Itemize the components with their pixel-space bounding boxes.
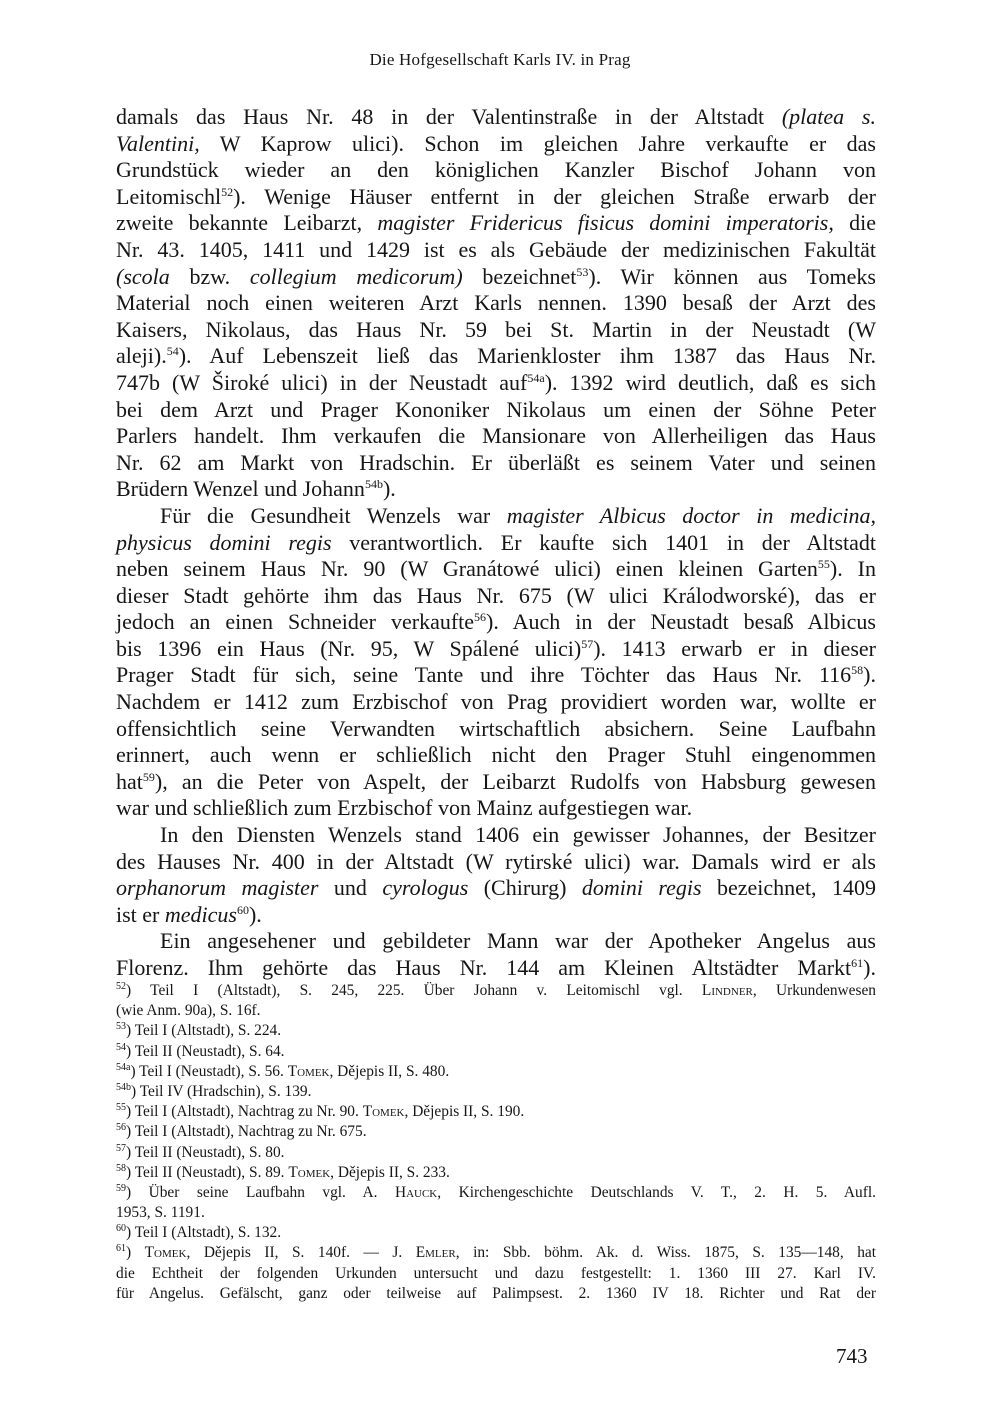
text-line: physicus domini regis verantwortlich. Er kaufte sich 1401 in der Altstadt <box>116 529 877 555</box>
text-line: (scola bzw. collegium medicorum) bezeichnet$^{53}$). Wir können aus Tomeks <box>116 263 876 289</box>
text-line: Nr. 43. 1405, 1411 und 1429 ist es als Gebäude der medizinischen Fakultät <box>116 236 876 262</box>
footnote-ref: 58 <box>851 663 864 678</box>
footnote-61-cont: die Echtheit der folgenden Urkunden untersucht und dazu festgestellt: 1. 1360 III 27. Karl IV. <box>116 1264 876 1282</box>
text-line: neben seinem Haus Nr. 90 (W Granátowé ulici) einen kleinen Garten$^{55}$). In <box>116 556 876 582</box>
footnotes <box>116 981 876 1304</box>
text-line: offensichtlich seine Verwandten wirtschaftlich absichern. Seine Laufbahn <box>116 715 876 741</box>
footnote-ref: 55 <box>817 557 830 572</box>
text-line: Ein angesehener und gebildeter Mann war der Apotheker Angelus aus <box>160 928 876 954</box>
footnote-61-cont2: für Angelus. Gefälscht, ganz oder teilweise auf Palimpsest. 2. 1360 IV 18. Richter und Rat der <box>116 1284 876 1302</box>
text-line: des Hauses Nr. 400 in der Altstadt (W rytirské ulici) war. Damals wird er als <box>116 848 876 874</box>
footnote-52: $^{52}$) Teil I (Altstadt), S. 245, 225. Über Johann v. Leitomischl vgl. Lindner, Urkundenwesen <box>116 981 876 999</box>
footnote-56: $^{56}$) Teil I (Altstadt), Nachtrag zu Nr. 675. <box>116 1122 367 1141</box>
text-line: bei dem Arzt und Prager Kononiker Nikolaus um einen der Söhne Peter <box>116 396 876 422</box>
text-line: Nachdem er 1412 zum Erzbischof von Prag providiert worden war, wollte er <box>116 689 876 715</box>
text-line: ist er medicus$^{60}$). <box>116 901 262 927</box>
footnote-52-cont: (wie Anm. 90a), S. 16f. <box>116 1002 261 1020</box>
footnote-ref: 60 <box>236 902 249 917</box>
page-number: 743 <box>836 1344 868 1368</box>
text-line: Kaisers, Nikolaus, das Haus Nr. 59 bei St. Martin in der Neustadt (W <box>116 316 876 342</box>
footnote-55: $^{55}$) Teil I (Altstadt), Nachtrag zu Nr. 90. Tomek, Dějepis II, S. 190. <box>116 1102 525 1121</box>
text-line: Nr. 62 am Markt von Hradschin. Er überläßt es seinem Vater und seinen <box>116 449 876 475</box>
footnote-ref: 57 <box>581 636 594 651</box>
text-line: Prager Stadt für sich, seine Tante und ihre Töchter das Haus Nr. $116^{58}$). <box>116 662 876 688</box>
text-line: bis 1396 ein Haus (Nr. 95, W Spálené ulici)$^{57}$). 1413 erwarb er in dieser <box>116 635 876 661</box>
footnote-59: $^{59}$) Über seine Laufbahn vgl. A. Hauck, Kirchengeschichte Deutschlands V. T., 2. H. 5. Aufl. <box>116 1182 876 1201</box>
footnote-ref: 52 <box>221 184 234 199</box>
footnote-ref: 56 <box>474 610 487 625</box>
main-text <box>116 104 876 982</box>
footnote-ref: 61 <box>851 956 864 970</box>
footnote-59-cont: 1953, S. 1191. <box>116 1204 205 1222</box>
footnote-53: $^{53}$) Teil I (Altstadt), S. 224. <box>116 1021 282 1040</box>
text-line: damals das Haus Nr. 48 in der Valentinstraße in der Altstadt (platea s. <box>116 104 876 129</box>
footnote-58: $^{58}$) Teil II (Neustadt), S. 89. Tomek, Dějepis II, S. 233. <box>116 1162 450 1181</box>
footnote-ref: 54b <box>364 477 383 492</box>
footnote-54b: $^{54b}$) Teil IV (Hradschin), S. 139. <box>116 1081 312 1100</box>
text-line: hat$^{59}$), an die Peter von Aspelt, der Leibarzt Rudolfs von Habsburg gewesen <box>116 768 876 794</box>
text-line: 747b (W Široké ulici) in der Neustadt auf$^{54a}$). 1392 wird deutlich, daß es sich <box>116 369 876 395</box>
text-line: Für die Gesundheit Wenzels war magister Albicus doctor in medicina, <box>160 502 876 528</box>
text-line: zweite bekannte Leibarzt, magister Fridericus fisicus domini imperatoris, die <box>116 210 876 236</box>
footnote-61: $^{61}$) Tomek, Dějepis II, S. 140f. — J. Emler, in: Sbb. böhm. Ak. d. Wiss. 1875, S. 135—148, hat <box>116 1243 877 1262</box>
footnote-ref: 54 <box>166 344 179 359</box>
footnote-54: $^{54}$) Teil II (Neustadt), S. 64. <box>116 1041 285 1060</box>
running-head: Die Hofgesellschaft Karls IV. in Prag <box>369 50 631 69</box>
footnote-57: $^{57}$) Teil II (Neustadt), S. 80. <box>116 1142 285 1161</box>
text-line: Grundstück wieder an den königlichen Kanzler Bischof Johann von <box>116 157 876 183</box>
text-line: dieser Stadt gehörte ihm das Haus Nr. 675 (W ulici Králodworské), das er <box>116 582 876 608</box>
text-line: jedoch an einen Schneider verkaufte$^{56}$). Auch in der Neustadt besaß Albicus <box>116 609 876 635</box>
footnote-ref: 53 <box>576 264 589 279</box>
text-line: In den Diensten Wenzels stand 1406 ein gewisser Johannes, der Besitzer <box>160 822 876 848</box>
footnote-54a: $^{54a}$) Teil I (Neustadt), S. 56. Tomek, Dějepis II, S. 480. <box>116 1061 450 1080</box>
text-line: Florenz. Ihm gehörte das Haus Nr. 144 am Kleinen Altstädter Markt$^{61}$). <box>116 955 876 980</box>
text-line: Brüdern Wenzel und Johann$^{54b}$). <box>116 476 396 502</box>
text-line: erinnert, auch wenn er schließlich nicht den Prager Stuhl eingenommen <box>116 742 876 768</box>
text-line: war und schließlich zum Erzbischof von Mainz aufgestiegen war. <box>116 795 693 821</box>
footnote-ref: 54a <box>527 370 545 385</box>
text-line: Leitomischl$^{52}$). Wenige Häuser entfernt in der gleichen Straße erwarb der <box>116 183 876 209</box>
text-line: aleji).$^{54}$). Auf Lebenszeit ließ das Marienkloster ihm 1387 das Haus Nr. <box>116 343 876 369</box>
text-line: orphanorum magister und cyrologus (Chirurg) domini regis bezeichnet, 1409 <box>116 875 876 901</box>
footnote-ref: 59 <box>142 769 155 784</box>
footnote-60: $^{60}$) Teil I (Altstadt), S. 132. <box>116 1223 282 1242</box>
text-line: Material noch einen weiteren Arzt Karls nennen. 1390 besaß der Arzt des <box>116 290 876 316</box>
text-line: Parlers handelt. Ihm verkaufen die Mansionare von Allerheiligen das Haus <box>116 423 876 449</box>
text-line: Valentini, W Kaprow ulici). Schon im gleichen Jahre verkaufte er das <box>116 130 876 156</box>
